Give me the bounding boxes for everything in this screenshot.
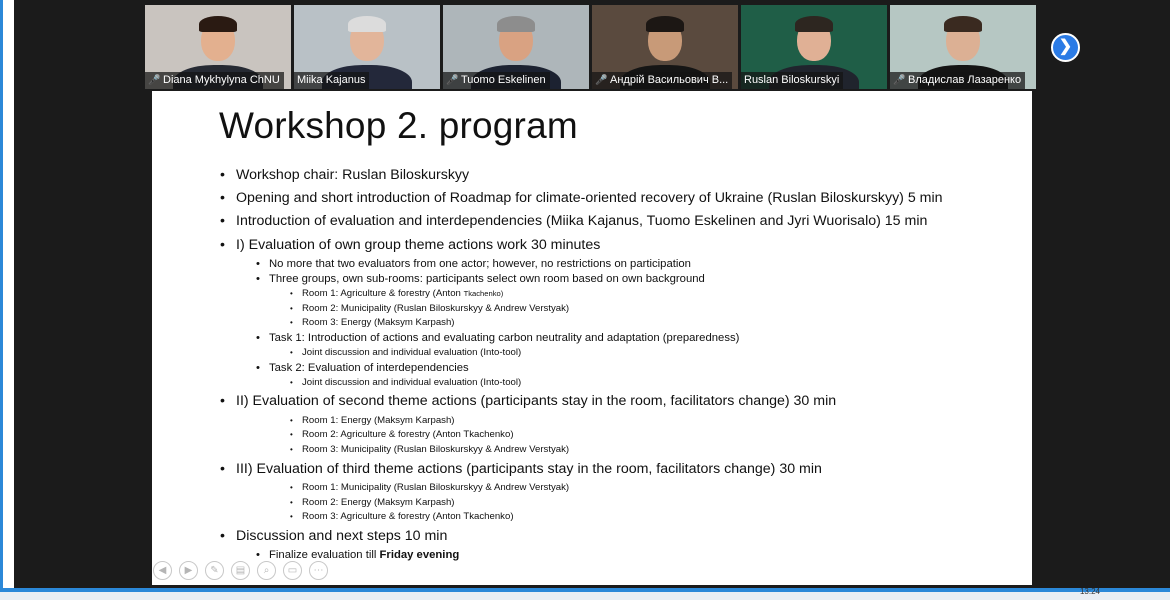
slide-bullet-level-3 [220,376,1020,391]
next-participants-button[interactable] [1051,33,1080,62]
participant-name-bar [592,72,732,89]
slide-bullet-level-1 [220,234,1020,257]
participant-tile[interactable] [294,5,440,89]
bullet-text: Room 2: Municipality (Ruslan Biloskurskyy & Andrew Verstyak) [302,302,570,314]
participant-hair [944,16,982,32]
slide-bullet-level-1 [220,187,1020,210]
left-window-edge [0,0,14,588]
slide-bullet-level-2 [220,361,1020,376]
participant-name: Diana Mykhylyna ChNU [163,74,280,86]
slide-bullet-level-3 [220,302,1020,317]
slide-bullet-level-1 [220,390,1020,413]
next-slide-icon[interactable]: ▶ [179,561,198,580]
participant-name-bar [741,72,843,89]
bullet-text: Task 2: Evaluation of interdependencies [269,361,469,374]
slide-bullet-level-1 [220,164,1020,187]
participant-name: Андрій Васильович В... [610,74,729,86]
participant-hair [199,16,237,32]
taskbar-inner [0,592,1170,600]
bullet-text: Room 1: Municipality (Ruslan Biloskurskyy & Andrew Verstyak) [302,481,570,493]
pen-icon[interactable]: ✎ [205,561,224,580]
slides-overview-icon[interactable]: ▤ [231,561,250,580]
bullet-text: Room 2: Agriculture & forestry (Anton Tkachenko) [302,429,514,441]
participant-tile[interactable] [890,5,1036,89]
slide-bullet-level-3 [220,414,1020,429]
bullet-text: Opening and short introduction of Roadmap for climate-oriented recovery of Ukraine (Ruslan Biloskurskyy) 5 min [236,190,943,207]
participant-name-bar [443,72,550,89]
bullet-text: No more that two evaluators from one actor; however, no restrictions on participation [269,257,691,270]
slide-bullet-level-1 [220,458,1020,481]
participant-name-bar [145,72,284,89]
mic-muted-icon: 🎤 [595,75,608,86]
slide-bullet-level-3 [220,428,1020,443]
slide-bullet-level-3 [220,510,1020,525]
bullet-text: III) Evaluation of third theme actions (participants stay in the room, facilitators change) 30 min [236,460,822,477]
bullet-text: Room 1: Agriculture & forestry (Anton [302,287,464,299]
bullet-text-bold: Friday evening [379,549,460,562]
mic-muted-icon: 🎤 [148,75,161,86]
participant-name: Tuomo Eskelinen [461,74,546,86]
bullet-text: Discussion and next steps 10 min [236,527,448,544]
slide-bullet-list [220,164,1020,563]
slide-bullet-level-3 [220,496,1020,511]
bullet-text: Joint discussion and individual evaluation (Into-tool) [302,346,522,358]
bullet-text: Joint discussion and individual evaluation (Into-tool) [302,376,522,388]
slide-title: Workshop 2. program [219,105,578,146]
bullet-text: Room 2: Energy (Maksym Karpash) [302,496,455,508]
bullet-text: I) Evaluation of own group theme actions work 30 minutes [236,236,601,253]
participant-hair [497,16,535,32]
bullet-text: Room 3: Agriculture & forestry (Anton Tkachenko) [302,511,514,523]
shared-slide [152,91,1032,585]
slide-bullet-level-1 [220,525,1020,548]
left-accent-strip [0,0,3,588]
participant-tile[interactable] [741,5,887,89]
participant-hair [646,16,684,32]
participant-tile[interactable] [592,5,738,89]
slide-bullet-level-3 [220,443,1020,458]
participant-name-bar [294,72,369,89]
slide-bullet-level-3 [220,346,1020,361]
chevron-right-icon: ❯ [1058,38,1073,55]
bullet-text: Three groups, own sub-rooms: participants select own room based on own background [269,272,705,285]
slide-bullet-level-3 [220,316,1020,331]
slide-bullet-level-2 [220,548,1020,563]
more-options-icon[interactable]: ⋯ [309,561,328,580]
participant-name-bar [890,72,1025,89]
mic-muted-icon: 🎤 [446,75,459,86]
bullet-text: Task 1: Introduction of actions and evaluating carbon neutrality and adaptation (preparedness) [269,331,740,344]
slide-bullet-level-2 [220,331,1020,346]
slide-bullet-level-2 [220,272,1020,287]
zoom-icon[interactable]: ⌕ [257,561,276,580]
bullet-text: Room 1: Energy (Maksym Karpash) [302,414,455,426]
taskbar [0,588,1170,600]
bullet-text: Finalize evaluation till [269,549,380,562]
participant-hair [348,16,386,32]
slide-bullet-level-2 [220,257,1020,272]
bullet-text: Workshop chair: Ruslan Biloskurskyy [236,167,470,183]
participant-name: Miika Kajanus [297,74,366,86]
participant-hair [795,16,833,32]
participant-name: Владислав Лазаренко [908,74,1022,86]
taskbar-clock: 13:24 [1079,587,1100,596]
slide-bullet-level-1 [220,210,1020,233]
bullet-text-small: Tkachenko) [463,288,504,298]
slide-bullet-level-3 [220,481,1020,496]
bullet-text: II) Evaluation of second theme actions (participants stay in the room, facilitators change) 30 min [236,393,837,410]
prev-slide-icon[interactable]: ◀ [153,561,172,580]
subtitles-icon[interactable]: ▭ [283,561,302,580]
participant-name: Ruslan Biloskurskyi [744,74,840,86]
bullet-text: Introduction of evaluation and interdependencies (Miika Kajanus, Tuomo Eskelinen and Jyri Wuorisalo) 15 min [236,213,928,230]
participant-tile[interactable] [443,5,589,89]
bullet-text: Room 3: Energy (Maksym Karpash) [302,317,455,329]
bullet-text: Room 3: Municipality (Ruslan Biloskurskyy & Andrew Verstyak) [302,443,570,455]
participant-tile[interactable] [145,5,291,89]
slide-bullet-level-3 [220,287,1020,302]
mic-muted-icon: 🎤 [893,75,906,86]
